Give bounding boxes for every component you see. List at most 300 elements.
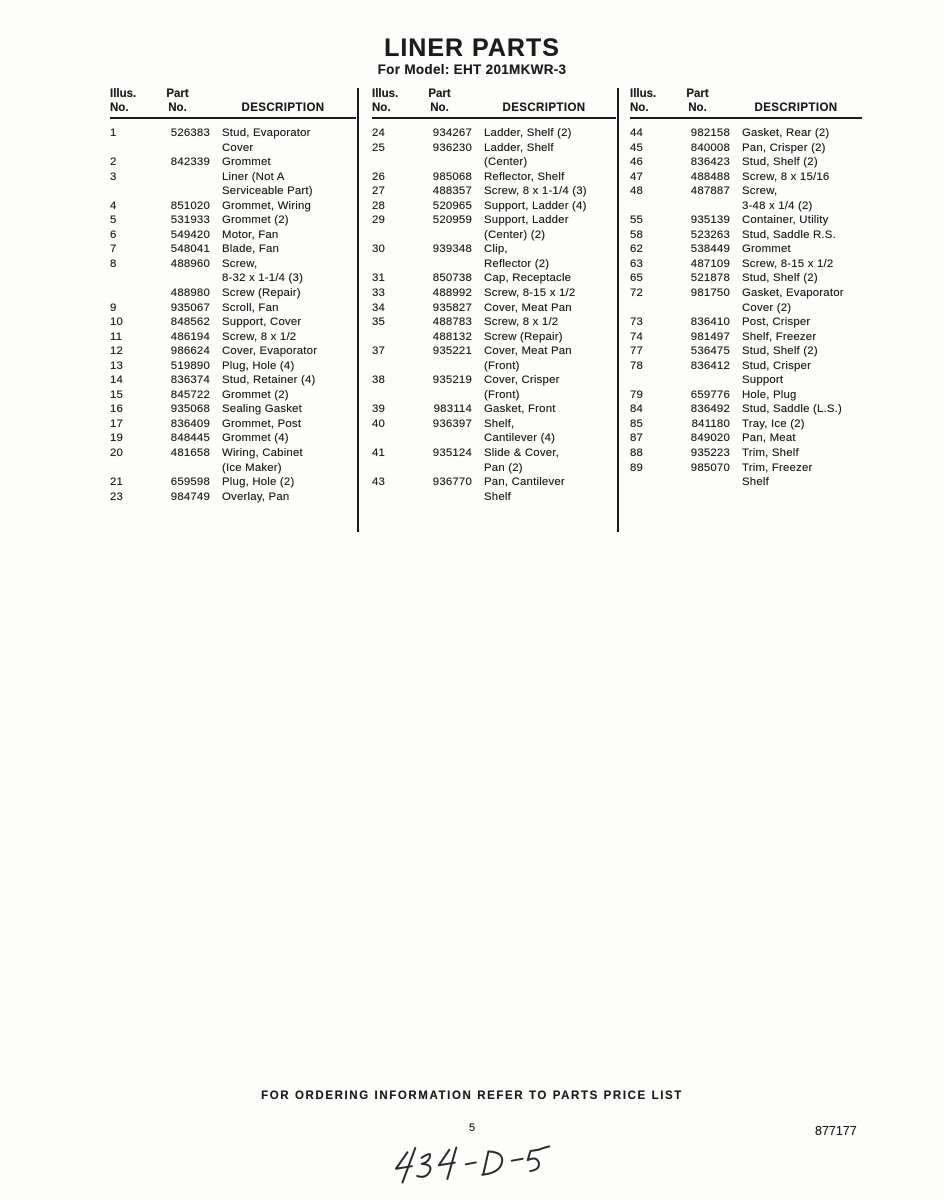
part-cell [407, 461, 472, 476]
desc-cell: Motor, Fan [222, 228, 279, 241]
desc-cell: Tray, Ice (2) [742, 417, 805, 430]
parts-row [372, 141, 616, 156]
illus-cell: 65 [630, 272, 644, 285]
part-cell: 836409 [170, 417, 210, 430]
parts-row [630, 242, 862, 257]
parts-row [630, 126, 862, 141]
no-label: No. [372, 101, 391, 114]
part-cell: 488357 [432, 185, 472, 198]
parts-row [630, 446, 862, 461]
illus-cell [372, 155, 407, 170]
desc-cell: Overlay, Pan [222, 490, 290, 503]
illus-cell: 45 [630, 141, 644, 154]
desc-cell: Grommet, Post [222, 417, 302, 430]
parts-row [372, 330, 616, 345]
illus-cell: 4 [110, 199, 117, 212]
parts-row [110, 373, 356, 388]
desc-cell: Grommet [742, 243, 791, 256]
parts-row [372, 199, 616, 214]
illus-cell: 73 [630, 316, 644, 329]
illus-cell: 2 [110, 156, 117, 169]
illus-cell [372, 359, 407, 374]
desc-cell: Stud, Saddle R.S. [742, 228, 836, 241]
parts-row [372, 126, 616, 141]
parts-row [372, 301, 616, 316]
illus-cell [110, 271, 145, 286]
column-divider [357, 88, 359, 532]
part-cell [407, 490, 472, 505]
illus-cell: 74 [630, 330, 644, 343]
part-cell: 531933 [170, 214, 210, 227]
illus-cell [372, 490, 407, 505]
part-cell: 985070 [690, 461, 730, 474]
part-cell: 984749 [170, 490, 210, 503]
part-cell: 549420 [170, 228, 210, 241]
illus-cell: 28 [372, 199, 386, 212]
part-cell [407, 155, 472, 170]
desc-cell: Screw (Repair) [484, 330, 563, 343]
illus-cell [372, 228, 407, 243]
desc-cell: Sealing Gasket [222, 403, 303, 416]
parts-row [630, 402, 862, 417]
illus-cell: 12 [110, 345, 124, 358]
parts-row [372, 315, 616, 330]
parts-rows [110, 126, 356, 504]
parts-row [110, 330, 356, 345]
desc-cell: Screw, 8-15 x 1/2 [484, 287, 576, 300]
illus-cell: 89 [630, 461, 644, 474]
parts-row [372, 257, 616, 272]
parts-row [630, 184, 862, 199]
parts-row [372, 373, 616, 388]
parts-rows [630, 126, 862, 490]
parts-row [372, 490, 616, 505]
illus-cell: 43 [372, 476, 386, 489]
parts-row [372, 446, 616, 461]
illus-label: Illus. [372, 88, 399, 100]
desc-cell: Stud, Shelf (2) [742, 345, 818, 358]
desc-cell: Grommet [222, 156, 271, 169]
part-cell: 851020 [170, 199, 210, 212]
part-cell [407, 388, 472, 403]
illus-cell: 27 [372, 185, 386, 198]
no-label: No. [168, 101, 187, 114]
part-cell: 520965 [432, 199, 472, 212]
part-cell: 481658 [170, 447, 210, 460]
part-label: Part [686, 88, 709, 100]
desc-cell: Liner (Not A [222, 170, 285, 183]
illus-cell [372, 461, 407, 476]
part-cell: 935139 [690, 214, 730, 227]
part-cell: 836412 [690, 359, 730, 372]
illus-cell: 16 [110, 403, 124, 416]
illus-cell [630, 475, 665, 490]
parts-row [110, 344, 356, 359]
parts-row [110, 402, 356, 417]
parts-row [630, 330, 862, 345]
illus-cell: 35 [372, 316, 386, 329]
desc-cell: Support, Ladder [484, 214, 569, 227]
part-cell: 538449 [690, 243, 730, 256]
desc-cell: Serviceable Part) [222, 185, 313, 198]
desc-cell: Clip, [484, 243, 508, 256]
parts-row [110, 170, 356, 185]
illus-cell: 58 [630, 228, 644, 241]
illus-cell: 29 [372, 214, 386, 227]
part-cell [665, 373, 730, 388]
table-header [372, 88, 616, 119]
part-cell [145, 271, 210, 286]
part-cell [665, 199, 730, 214]
illus-cell: 41 [372, 447, 386, 460]
illus-cell: 1 [110, 127, 117, 139]
desc-cell: Gasket, Front [484, 403, 556, 416]
desc-cell: Cover [222, 141, 254, 154]
illus-cell: 23 [110, 490, 124, 503]
part-cell: 935221 [432, 345, 472, 358]
desc-cell: Shelf [484, 490, 511, 503]
parts-row [110, 228, 356, 243]
part-cell: 488980 [170, 287, 210, 300]
illus-cell: 44 [630, 127, 644, 139]
part-cell: 848445 [170, 432, 210, 445]
desc-cell: Screw, 8 x 1/2 [484, 316, 559, 329]
illus-cell: 37 [372, 345, 386, 358]
parts-row [372, 475, 616, 490]
parts-row [372, 431, 616, 446]
parts-row [372, 271, 616, 286]
handwritten-note [391, 1137, 558, 1200]
description-header: DESCRIPTION [754, 101, 838, 114]
desc-cell: Stud, Crisper [742, 359, 812, 372]
desc-cell: Support, Ladder (4) [484, 199, 587, 212]
parts-row [372, 155, 616, 170]
part-cell: 986624 [170, 345, 210, 358]
part-cell: 488783 [432, 316, 472, 329]
page-title: LINER PARTS [384, 34, 560, 62]
illus-cell: 5 [110, 214, 117, 227]
parts-column-1 [108, 88, 356, 504]
parts-row [372, 170, 616, 185]
part-cell [407, 431, 472, 446]
parts-row [630, 271, 862, 286]
parts-row [630, 199, 862, 214]
part-cell: 536475 [690, 345, 730, 358]
desc-cell: Wiring, Cabinet [222, 447, 303, 460]
parts-row [110, 184, 356, 199]
desc-cell: Screw, 8 x 1/2 [222, 330, 297, 343]
part-cell: 845722 [170, 388, 210, 401]
parts-row [630, 344, 862, 359]
ordering-note: FOR ORDERING INFORMATION REFER TO PARTS PRICE LIST [261, 1090, 683, 1102]
desc-cell: Cover, Crisper [484, 374, 560, 387]
illus-cell: 48 [630, 185, 644, 198]
parts-row [110, 271, 356, 286]
part-cell: 840008 [690, 141, 730, 154]
part-cell: 523263 [690, 228, 730, 241]
desc-cell: Stud, Evaporator [222, 127, 311, 139]
part-cell: 519890 [170, 359, 210, 372]
desc-cell: Cap, Receptacle [484, 272, 572, 285]
parts-row [372, 402, 616, 417]
illus-cell: 13 [110, 359, 124, 372]
no-label: No. [630, 101, 649, 114]
desc-cell: Stud, Shelf (2) [742, 156, 818, 169]
illus-no-header [630, 88, 665, 115]
desc-cell: Stud, Saddle (L.S.) [742, 403, 843, 416]
part-no-header [665, 88, 730, 115]
parts-row [630, 301, 862, 316]
part-cell [145, 184, 210, 199]
part-cell: 936397 [432, 417, 472, 430]
illus-cell: 79 [630, 388, 644, 401]
part-cell [407, 257, 472, 272]
parts-row [372, 417, 616, 432]
part-cell: 935068 [170, 403, 210, 416]
parts-row [630, 228, 862, 243]
doc-number: 877177 [815, 1124, 857, 1138]
illus-cell [110, 184, 145, 199]
part-cell [145, 170, 210, 185]
desc-cell: Screw (Repair) [222, 287, 301, 300]
illus-cell: 40 [372, 417, 386, 430]
illus-cell [630, 301, 665, 316]
desc-cell: Ladder, Shelf (2) [484, 127, 572, 139]
table-header [110, 88, 356, 119]
no-label: No. [688, 101, 707, 114]
parts-row [630, 315, 862, 330]
illus-cell: 8 [110, 257, 117, 270]
illus-cell: 39 [372, 403, 386, 416]
illus-cell: 38 [372, 374, 386, 387]
parts-row [372, 359, 616, 374]
illus-cell [372, 388, 407, 403]
desc-cell: Cover, Meat Pan [484, 301, 572, 314]
handwritten-note-strokes [391, 1137, 558, 1195]
desc-cell: Pan, Cantilever [484, 476, 565, 489]
desc-cell: Screw, 8-15 x 1/2 [742, 257, 834, 270]
illus-cell: 17 [110, 417, 124, 430]
part-cell: 939348 [432, 243, 472, 256]
parts-row [110, 141, 356, 156]
parts-row [630, 213, 862, 228]
parts-column-3 [629, 88, 862, 490]
part-cell: 842339 [170, 156, 210, 169]
illus-cell: 6 [110, 228, 117, 241]
illus-cell [630, 373, 665, 388]
part-cell: 488960 [170, 257, 210, 270]
illus-cell: 19 [110, 432, 124, 445]
part-cell: 935223 [690, 447, 730, 460]
desc-cell: Pan (2) [484, 461, 523, 474]
illus-cell: 34 [372, 301, 386, 314]
part-cell: 981750 [690, 287, 730, 300]
parts-row [630, 461, 862, 476]
page-number: 5 [468, 1122, 476, 1134]
desc-cell: (Front) [484, 388, 520, 401]
illus-no-header [372, 88, 407, 115]
part-cell [665, 475, 730, 490]
desc-cell: Gasket, Evaporator [742, 287, 844, 300]
part-cell: 659598 [170, 476, 210, 489]
parts-row [110, 490, 356, 505]
illus-cell: 62 [630, 243, 644, 256]
parts-row [110, 446, 356, 461]
desc-cell: 8-32 x 1-1/4 (3) [222, 272, 304, 285]
parts-row [110, 431, 356, 446]
part-label: Part [428, 88, 451, 100]
desc-cell: Grommet, Wiring [222, 199, 312, 212]
illus-cell: 47 [630, 170, 644, 183]
illus-cell: 7 [110, 243, 117, 256]
part-cell [145, 141, 210, 156]
parts-row [630, 431, 862, 446]
parts-row [110, 126, 356, 141]
illus-cell [372, 431, 407, 446]
part-cell: 836423 [690, 156, 730, 169]
parts-row [110, 461, 356, 476]
desc-cell: Grommet (4) [222, 432, 289, 445]
part-label: Part [166, 88, 189, 100]
desc-cell: Scroll, Fan [222, 301, 279, 314]
illus-cell: 15 [110, 388, 124, 401]
part-cell: 935827 [432, 301, 472, 314]
description-header: DESCRIPTION [502, 101, 586, 114]
part-cell [665, 301, 730, 316]
part-no-header [407, 88, 472, 115]
part-cell: 985068 [432, 170, 472, 183]
parts-column-2 [371, 88, 616, 504]
illus-cell: 55 [630, 214, 644, 227]
parts-row [630, 373, 862, 388]
desc-cell: Gasket, Rear (2) [742, 127, 830, 139]
illus-cell: 10 [110, 316, 124, 329]
part-cell: 934267 [432, 127, 472, 139]
illus-cell: 31 [372, 272, 386, 285]
part-cell: 935124 [432, 447, 472, 460]
parts-row [372, 388, 616, 403]
part-cell: 981497 [690, 330, 730, 343]
illus-cell: 11 [110, 330, 123, 343]
desc-cell: Screw, [222, 257, 258, 270]
desc-cell: Grommet (2) [222, 214, 289, 227]
part-cell: 836374 [170, 374, 210, 387]
parts-table [108, 88, 862, 538]
illus-cell: 46 [630, 156, 644, 169]
part-cell: 526383 [170, 127, 210, 139]
description-header: DESCRIPTION [241, 101, 325, 114]
illus-cell: 30 [372, 243, 386, 256]
desc-cell: Trim, Freezer [742, 461, 813, 474]
desc-cell: 3-48 x 1/4 (2) [742, 199, 813, 212]
illus-cell: 14 [110, 374, 124, 387]
parts-rows [372, 126, 616, 504]
no-label: No. [110, 101, 129, 114]
desc-cell: Blade, Fan [222, 243, 280, 256]
parts-row [110, 199, 356, 214]
desc-cell: Cover (2) [742, 301, 792, 314]
part-cell: 487109 [690, 257, 730, 270]
illus-cell: 20 [110, 447, 124, 460]
desc-cell: Stud, Retainer (4) [222, 374, 316, 387]
part-cell [145, 461, 210, 476]
parts-row [110, 315, 356, 330]
illus-cell: 26 [372, 170, 386, 183]
part-cell: 841180 [691, 417, 730, 430]
parts-row [372, 184, 616, 199]
parts-row [372, 242, 616, 257]
desc-cell: Support, Cover [222, 316, 302, 329]
parts-row [372, 461, 616, 476]
part-cell: 659776 [690, 388, 730, 401]
parts-row [630, 141, 862, 156]
illus-cell: 84 [630, 403, 644, 416]
desc-cell: Trim, Shelf [742, 447, 799, 460]
part-cell: 935219 [432, 374, 472, 387]
part-cell [407, 359, 472, 374]
part-cell: 936770 [432, 476, 472, 489]
part-cell: 486194 [170, 330, 210, 343]
parts-row [110, 475, 356, 490]
part-cell: 520959 [432, 214, 472, 227]
part-cell: 488992 [432, 287, 472, 300]
desc-cell: (Center) [484, 156, 528, 169]
illus-cell: 78 [630, 359, 644, 372]
desc-cell: (Ice Maker) [222, 461, 282, 474]
desc-cell: Shelf [742, 476, 769, 489]
part-cell: 548041 [170, 243, 210, 256]
illus-cell: 87 [630, 432, 644, 445]
parts-row [110, 155, 356, 170]
illus-cell: 85 [630, 417, 644, 430]
desc-cell: Plug, Hole (4) [222, 359, 295, 372]
part-cell: 488132 [432, 330, 472, 343]
desc-cell: Slide & Cover, [484, 447, 559, 460]
desc-cell: Ladder, Shelf [484, 141, 554, 154]
parts-row [110, 417, 356, 432]
parts-row [372, 344, 616, 359]
illus-cell: 3 [110, 170, 117, 183]
desc-cell: Pan, Meat [742, 432, 796, 445]
parts-row [110, 257, 356, 272]
parts-row [630, 286, 862, 301]
desc-cell: Cover, Evaporator [222, 345, 318, 358]
parts-row [630, 475, 862, 490]
parts-row [110, 286, 356, 301]
parts-row [110, 359, 356, 374]
part-cell [407, 228, 472, 243]
parts-row [372, 286, 616, 301]
illus-cell [110, 286, 145, 301]
part-cell: 488488 [690, 170, 730, 183]
illus-cell: 9 [110, 301, 117, 314]
illus-cell [110, 141, 145, 156]
illus-cell [372, 257, 407, 272]
desc-cell: Shelf, [484, 417, 515, 430]
part-cell: 849020 [690, 432, 730, 445]
part-cell: 850738 [432, 272, 472, 285]
parts-row [110, 388, 356, 403]
illus-cell: 25 [372, 141, 386, 154]
desc-cell: Support [742, 374, 784, 387]
illus-cell: 33 [372, 287, 386, 300]
desc-cell: Hole, Plug [742, 388, 797, 401]
illus-cell [110, 461, 145, 476]
part-cell: 935067 [170, 301, 210, 314]
part-cell: 521878 [690, 272, 730, 285]
desc-cell: (Front) [484, 359, 520, 372]
part-cell: 848562 [170, 316, 210, 329]
